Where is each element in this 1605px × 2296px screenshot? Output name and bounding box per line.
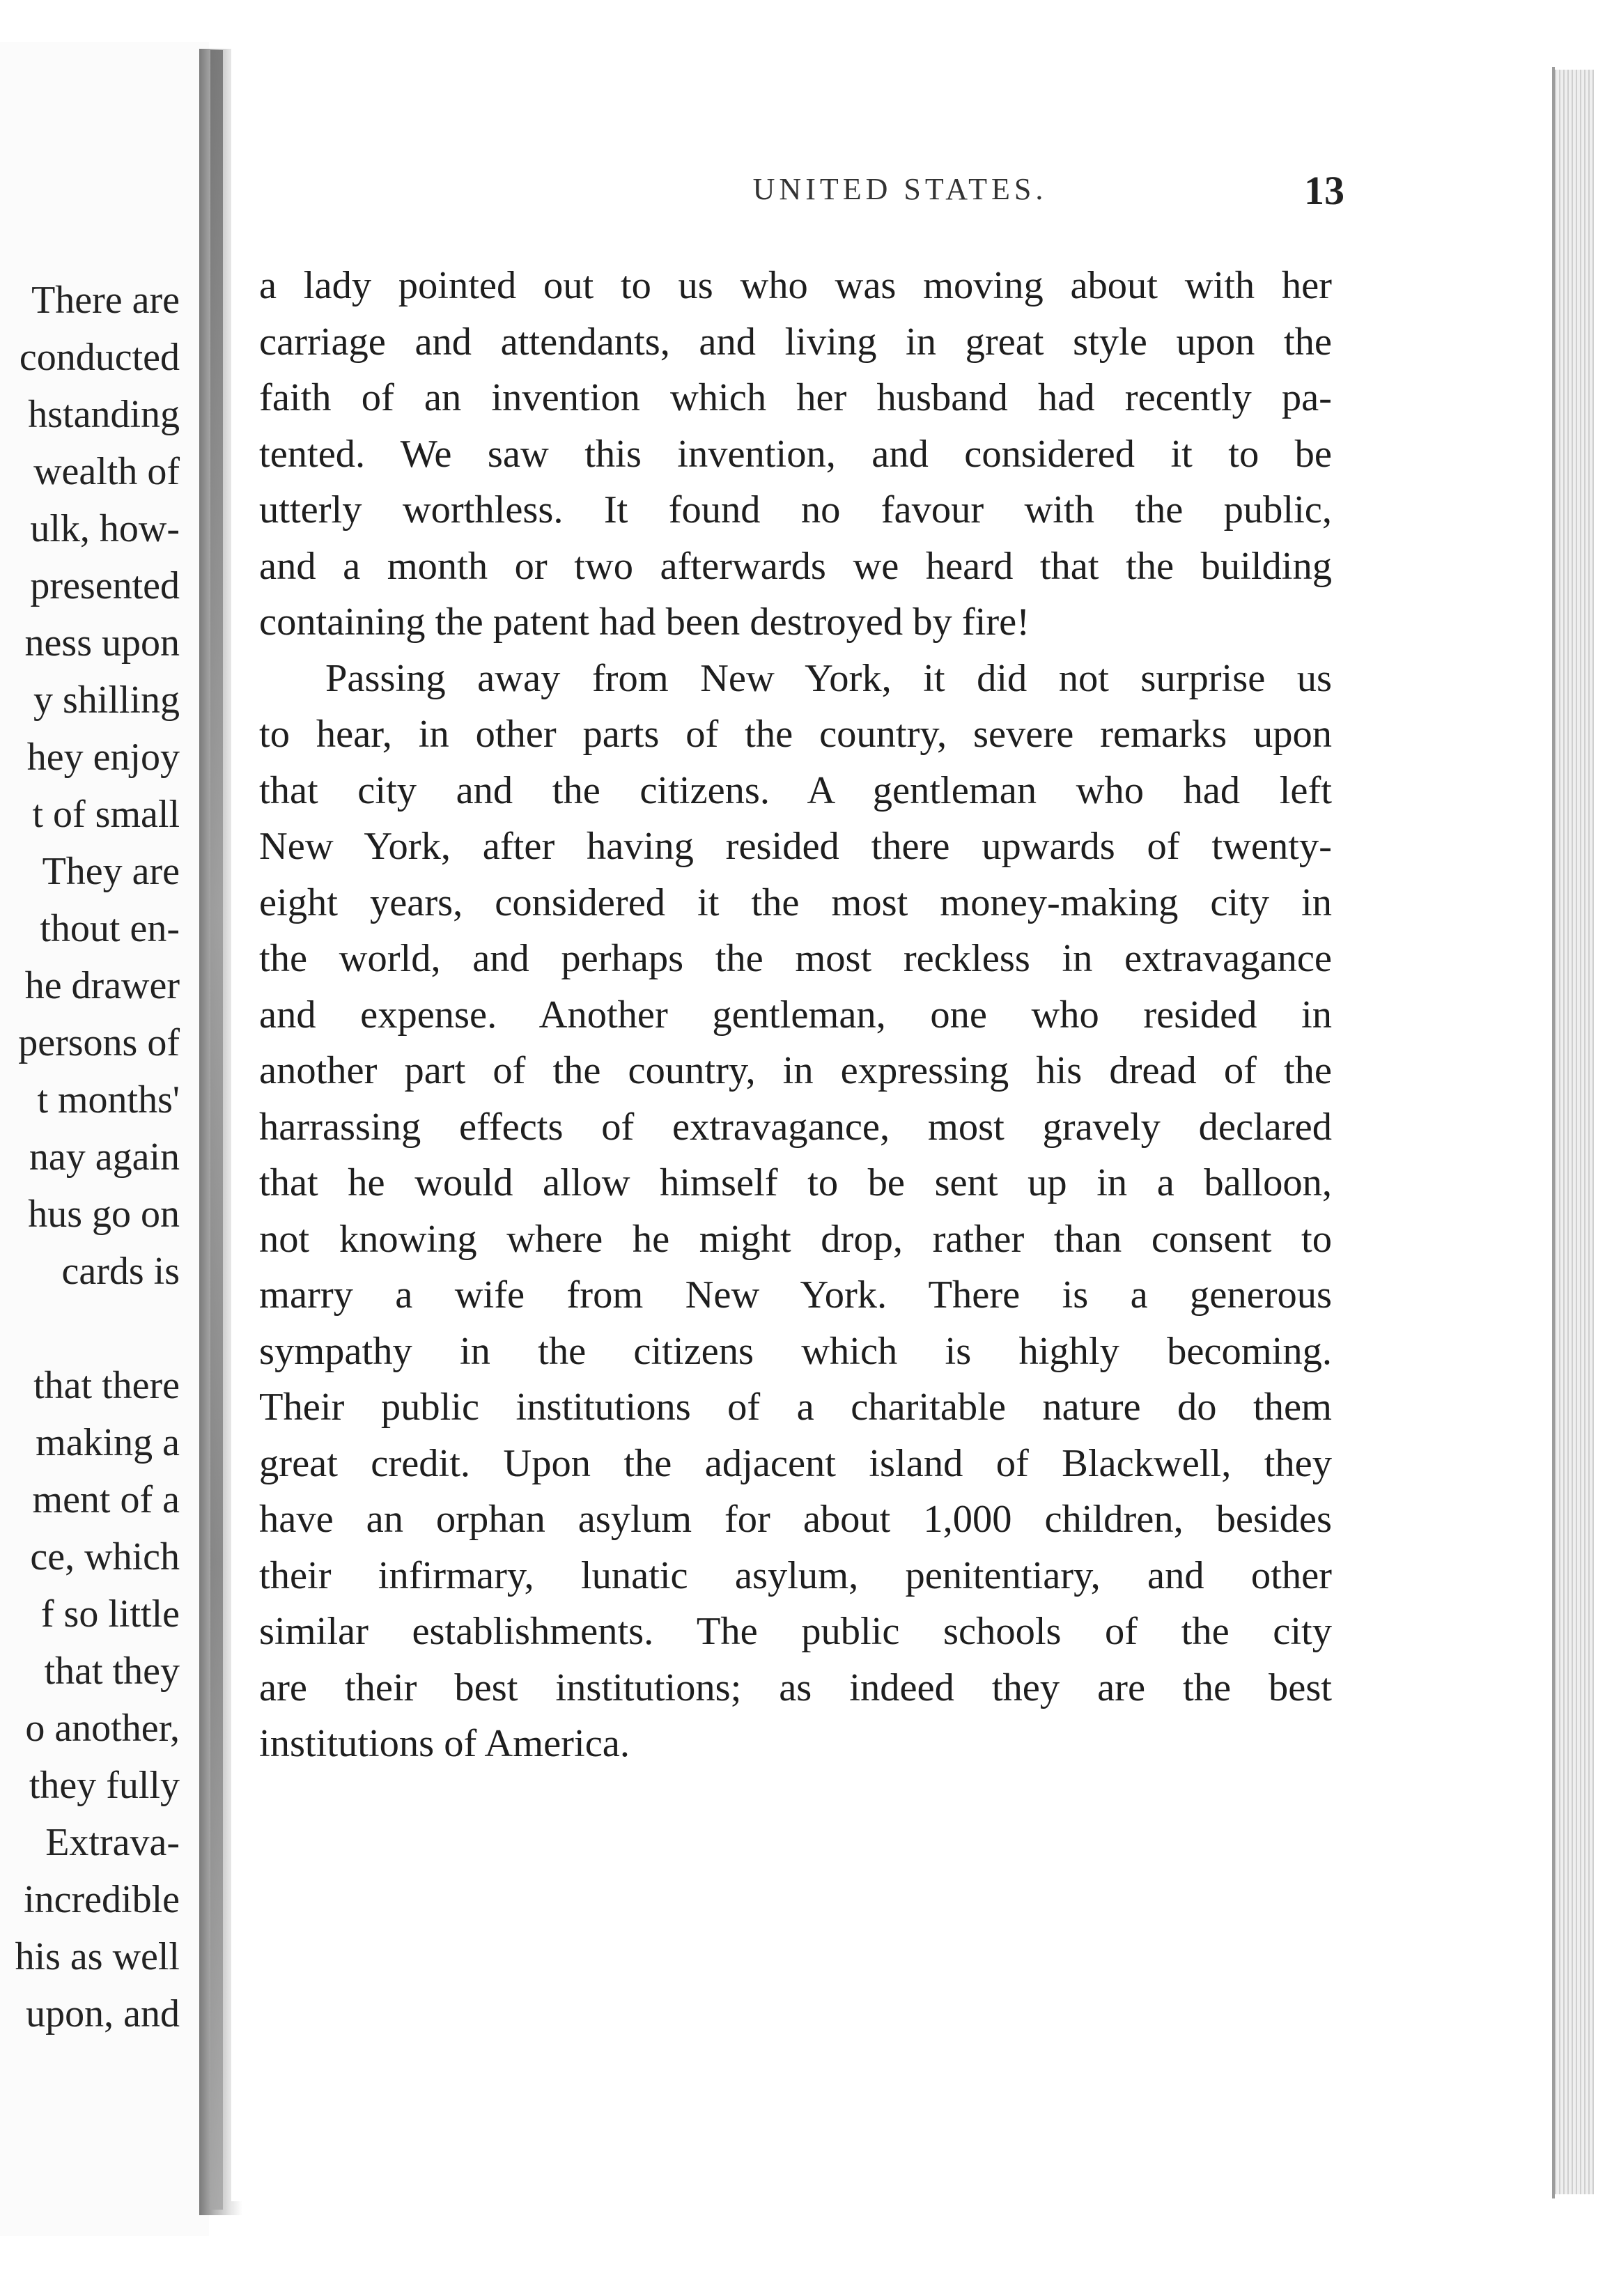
left-page-line: they fully <box>29 1764 180 1807</box>
left-page-line: There are <box>31 279 180 322</box>
text-line: to hear, in other parts of the country, severe remarks upon <box>259 713 1332 756</box>
left-page-line: making a <box>36 1421 180 1464</box>
left-page-line: t months' <box>37 1078 180 1122</box>
text-line: institutions of America. <box>259 1722 630 1765</box>
main-page <box>231 49 1552 2201</box>
text-line: not knowing where he might drop, rather than consent to <box>259 1217 1332 1261</box>
left-page-line: hey enjoy <box>26 736 180 779</box>
text-line: are their best institutions; as indeed they are the best <box>259 1666 1332 1709</box>
body-text <box>259 258 1332 1772</box>
left-page-line: conducted <box>19 336 180 379</box>
left-page-line: t of small <box>32 793 180 836</box>
text-line: and a month or two afterwards we heard that the building <box>259 544 1332 588</box>
left-page-line: o another, <box>25 1707 180 1750</box>
left-page-line: that they <box>44 1650 180 1693</box>
left-page-line: incredible <box>24 1878 180 1921</box>
left-page-line: hus go on <box>28 1193 180 1236</box>
left-page-line: Extrava- <box>45 1821 180 1864</box>
running-head: UNITED STATES. <box>752 172 1048 206</box>
left-facing-page <box>0 42 209 2236</box>
text-line: containing the patent had been destroyed by fire! <box>259 600 1030 644</box>
left-page-line: wealth of <box>33 450 180 493</box>
paragraph <box>259 651 1332 1772</box>
page-edges <box>1555 70 1594 2194</box>
left-page-line: They are <box>42 850 180 893</box>
text-line: and expense. Another gentleman, one who resided in <box>259 993 1332 1037</box>
text-line: carriage and attendants, and living in great style upon the <box>259 320 1332 364</box>
left-page-line: y shilling <box>33 678 180 722</box>
left-page-line: he drawer <box>24 964 180 1007</box>
text-line: that he would allow himself to be sent up in a balloon, <box>259 1161 1332 1204</box>
binding-shadow <box>210 50 223 2210</box>
text-line: the world, and perhaps the most reckless in extravagance <box>259 937 1332 980</box>
text-line: another part of the country, in expressing his dread of the <box>259 1049 1332 1092</box>
left-page-line: ce, which <box>30 1535 180 1578</box>
left-page-line: upon, and <box>26 1992 180 2035</box>
text-line: harrassing effects of extravagance, most gravely declared <box>259 1105 1332 1149</box>
text-line: New York, after having resided there upwards of twenty- <box>259 825 1332 868</box>
left-page-line: presented <box>30 564 180 607</box>
text-line: have an orphan asylum for about 1,000 children, besides <box>259 1498 1332 1541</box>
left-page-line: f so little <box>40 1592 180 1636</box>
paragraph <box>259 258 1332 651</box>
text-line: their infirmary, lunatic asylum, penitentiary, and other <box>259 1553 1332 1597</box>
text-line: Passing away from New York, it did not surprise us <box>325 656 1332 700</box>
left-page-paragraph-gap <box>15 1300 180 1357</box>
text-line: a lady pointed out to us who was moving about with her <box>259 264 1332 307</box>
left-page-line: ness upon <box>24 621 180 665</box>
text-line: tented. We saw this invention, and considered it to be <box>259 432 1332 476</box>
left-page-text <box>15 272 180 2042</box>
left-page-line: ulk, how- <box>30 507 180 550</box>
text-line: great credit. Upon the adjacent island of Blackwell, they <box>259 1441 1332 1485</box>
text-line: Their public institutions of a charitable nature do them <box>259 1386 1332 1429</box>
text-line: sympathy in the citizens which is highly becoming. <box>259 1329 1332 1373</box>
left-page-line: nay again <box>29 1135 180 1179</box>
left-page-line: ment of a <box>32 1478 180 1521</box>
left-page-line: persons of <box>18 1021 180 1064</box>
text-line: utterly worthless. It found no favour with the public, <box>259 488 1332 532</box>
text-line: eight years, considered it the most money-making city in <box>259 881 1332 924</box>
page-number: 13 <box>1304 168 1344 213</box>
text-line: marry a wife from New York. There is a generous <box>259 1273 1332 1317</box>
text-line: faith of an invention which her husband had recently pa- <box>259 376 1332 419</box>
text-line: similar establishments. The public schools of the city <box>259 1610 1332 1653</box>
left-page-line: hstanding <box>28 393 180 436</box>
left-page-line: that there <box>33 1364 180 1407</box>
left-page-line: cards is <box>61 1250 180 1293</box>
left-page-line: thout en- <box>40 907 180 950</box>
left-page-line: his as well <box>15 1935 180 1978</box>
text-line: that city and the citizens. A gentleman who had left <box>259 768 1332 812</box>
